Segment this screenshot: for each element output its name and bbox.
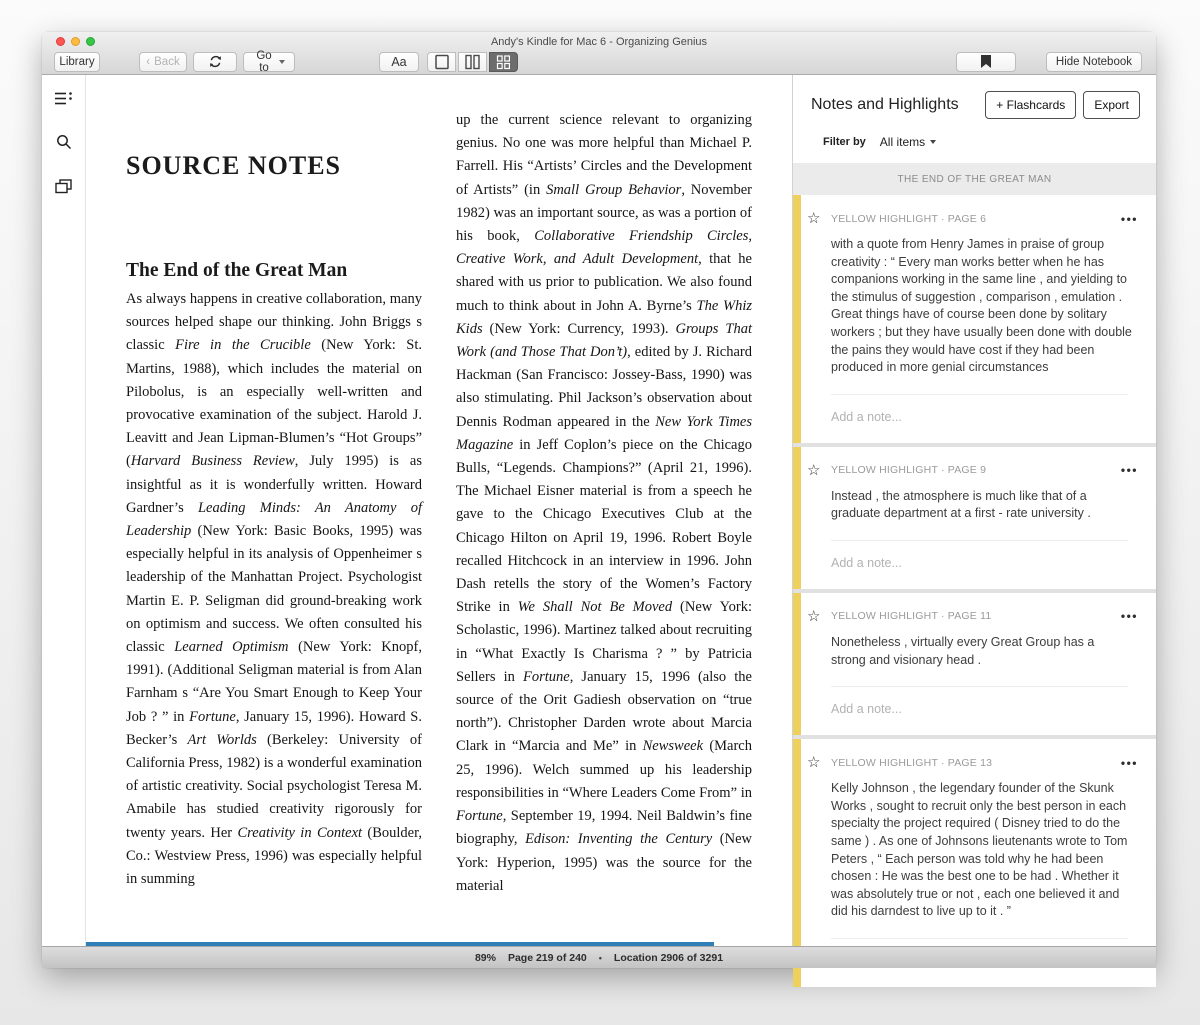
title-bar	[42, 32, 1156, 48]
highlight-text: Nonetheless , virtually every Great Group has a strong and visionary head .	[831, 634, 1095, 667]
book-column-2	[456, 103, 752, 989]
status-progress-percent: 89%	[474, 951, 496, 964]
highlight-text: Kelly Johnson , the legendary founder of the Skunk Works , sought to recruit only the best person in each specialty the project required ( Disney tried to do the same ) . As one of Johnsons lieutenants wrote to Tom Peters , “ Each person was told why he had been chosen : He was the best one to be had . Whether it was absolutely true or not , each one believed it and did his darndest to live up to it . ”	[831, 781, 1128, 919]
status-location: Location 2906 of 3291	[613, 951, 724, 964]
section-header: THE END OF THE GREAT MAN	[793, 163, 1156, 195]
export-button[interactable]: Export	[1083, 91, 1140, 119]
goto-button[interactable]: Go to	[243, 52, 295, 72]
notes-title: Notes and Highlights	[811, 96, 959, 113]
close-window-button[interactable]	[56, 37, 65, 46]
status-separator: •	[598, 952, 602, 963]
single-page-view-button[interactable]	[427, 52, 456, 72]
sidebar-item-contents[interactable]	[53, 87, 75, 109]
highlight-label: YELLOW HIGHLIGHT · PAGE 11	[831, 610, 992, 623]
sync-icon	[208, 54, 223, 69]
back-button[interactable]: ‹ Back	[139, 52, 187, 72]
multi-page-view-button[interactable]	[489, 52, 518, 72]
sidebar-item-thumbnails[interactable]	[53, 175, 75, 197]
highlight-color-bar	[793, 195, 801, 443]
library-button[interactable]: Library	[54, 52, 100, 72]
highlight-color-bar	[793, 447, 801, 589]
chevron-down-icon	[279, 60, 285, 64]
text-settings-button[interactable]: Aa	[379, 52, 419, 72]
minimize-window-button[interactable]	[71, 37, 80, 46]
highlight-label: YELLOW HIGHLIGHT · PAGE 6	[831, 212, 987, 225]
window-header	[42, 32, 1156, 75]
sidebar-item-search[interactable]	[53, 131, 75, 153]
kindle-window	[42, 32, 1156, 968]
highlights-list	[793, 195, 1156, 946]
chevron-left-icon: ‹	[146, 55, 151, 68]
flashcards-button[interactable]: + Flashcards	[985, 91, 1076, 119]
contents-icon	[55, 91, 73, 106]
more-options-icon[interactable]: •••	[1120, 211, 1138, 226]
more-options-icon[interactable]: •••	[1120, 463, 1138, 478]
more-options-icon[interactable]: •••	[1120, 609, 1138, 624]
card-divider	[831, 540, 1128, 541]
book-text: As always happens in creative collaboration, many sources helped shape our thinking. John Briggs s classic Fire in the Crucible (New York: St. Martins, 1988), which includes the material on Pilobolus, is an especially well-written and provocative examination of the subject. Harold J. Leavitt and Jean Lipman-Blumen’s “Hot Groups” (Harvard Business Review, July 1995) is as insightful as it is wonderfully written. Howard Gardner’s Leading Minds: An Anatomy of Leadership (New York: Basic Books, 1995) was especially helpful in its analysis of Oppenheimer s leadership of the Manhattan Project. Psychologist Martin E. P. Seligman did ground-breaking work on optimism and success. We often consulted his classic Learned Optimism (New York: Knopf, 1991). (Additional Seligman material is from Alan Farnham s “Are You Smart Enough to Keep Your Job ? ” in Fortune, January 15, 1996). Howard S. Becker’s Art Worlds (Berkeley: University of California Press, 1982) is a wonderful examination of artistic creativity. Social psychologist Teresa M. Amabile has studied creativity rigorously for twenty years. Her Creativity in Context (Boulder, Co.: Westview Press, 1996) was especially helpful in summing	[126, 291, 422, 888]
reading-area	[86, 75, 792, 946]
bookmark-icon	[981, 55, 991, 68]
status-page: Page 219 of 240	[507, 951, 587, 964]
book-column-1	[126, 103, 422, 989]
highlight-text: Instead , the atmosphere is much like that of a graduate department at a first - rate university .	[831, 488, 1091, 521]
hide-notebook-button[interactable]: Hide Notebook	[1046, 52, 1142, 72]
book-text: up the current science relevant to organizing genius. No one was more helpful than Michael P. Farrell. His “Artists’ Circles and the Development of Artists” (in Small Group Behavior, November 1982) was an important source, as was a portion of his book, Collaborative Friendship Circles, Creative Work, and Adult Development, that he shared with us prior to publication. We also found much to think about in John A. Byrne’s The Whiz Kids (New York: Currency, 1993). Groups That Work (and Those That Don’t), edited by J. Richard Hackman (San Francisco: Jossey-Bass, 1990) was also stimulating. Phil Jackson’s observation about Dennis Rodman appeared in the New York Times Magazine in Jeff Coplon’s piece on the Chicago Bulls, “Legends. Champions?” (April 21, 1996). The Michael Eisner material is from a speech he gave to the Chicago Executives Club at the Chicago Hilton on April 19, 1996. Robert Boyle recalled Hitchcock in an interview in 1996. John Dash retells the story of the Women’s Factory Strike in We Shall Not Be Moved (New York: Scholastic, 1996). Martinez talked about recruiting in “What Exactly Is Charisma ? ” by Patricia Sellers in Fortune, January 15, 1996 (also the source of the Orit Gadiesh observation on “true north”). Christopher Darden wrote about Marcia Clark in “Marcia and Me” in Newsweek (March 25, 1996). Welch summed up his leadership responsibilities in “Where Leaders Come From” in Fortune, September 19, 1994. Neil Baldwin’s fine biography, Edison: Inventing the Century (New York: Hyperion, 1995) was the source for the material	[456, 112, 753, 894]
reader-sidebar	[42, 75, 86, 946]
star-icon[interactable]: ☆	[807, 461, 821, 479]
page-heading: SOURCE NOTES	[126, 151, 341, 180]
multi-page-icon	[496, 54, 511, 70]
search-icon	[56, 134, 72, 150]
highlight-card	[793, 593, 1156, 735]
filter-by-label: Filter by	[823, 136, 866, 148]
card-divider	[831, 686, 1128, 687]
highlight-card	[793, 447, 1156, 589]
highlight-label: YELLOW HIGHLIGHT · PAGE 9	[831, 464, 987, 477]
highlight-text: with a quote from Henry James in praise of group creativity : “ Every man works better when he has companions working in the same line , and yielding to the stimulus of suggestion , comparison , emulation . Great things have of course been done by solitary workers ; but they have usually been done with double the pains they would have cost if they had been produced in more genial circumstances	[831, 237, 1132, 375]
highlight-card	[793, 195, 1156, 443]
progress-bar[interactable]	[86, 942, 792, 946]
add-note-field[interactable]: Add a note...	[831, 409, 902, 424]
sync-button[interactable]	[193, 52, 237, 72]
chevron-down-icon	[930, 140, 936, 144]
section-heading: The End of the Great Man	[126, 260, 348, 281]
highlight-color-bar	[793, 593, 801, 735]
page-thumbnails-icon	[55, 179, 72, 194]
filter-dropdown[interactable]: All items	[880, 135, 936, 149]
highlight-label: YELLOW HIGHLIGHT · PAGE 13	[831, 756, 993, 769]
notebook-panel	[792, 75, 1156, 946]
star-icon[interactable]: ☆	[807, 754, 821, 772]
add-note-field[interactable]: Add a note...	[831, 555, 902, 570]
bookmark-button[interactable]	[956, 52, 1016, 72]
progress-fill	[86, 942, 714, 946]
card-divider	[831, 938, 1128, 939]
window-title: Andy's Kindle for Mac 6 - Organizing Genius	[490, 36, 708, 48]
star-icon[interactable]: ☆	[807, 607, 821, 625]
zoom-window-button[interactable]	[86, 37, 95, 46]
toolbar	[42, 48, 1156, 75]
two-column-view-button[interactable]	[458, 52, 487, 72]
more-options-icon[interactable]: •••	[1120, 755, 1138, 770]
single-page-icon	[435, 54, 449, 70]
add-note-field[interactable]: Add a note...	[831, 702, 902, 717]
star-icon[interactable]: ☆	[807, 210, 821, 227]
card-divider	[831, 394, 1128, 395]
two-column-icon	[465, 54, 480, 70]
